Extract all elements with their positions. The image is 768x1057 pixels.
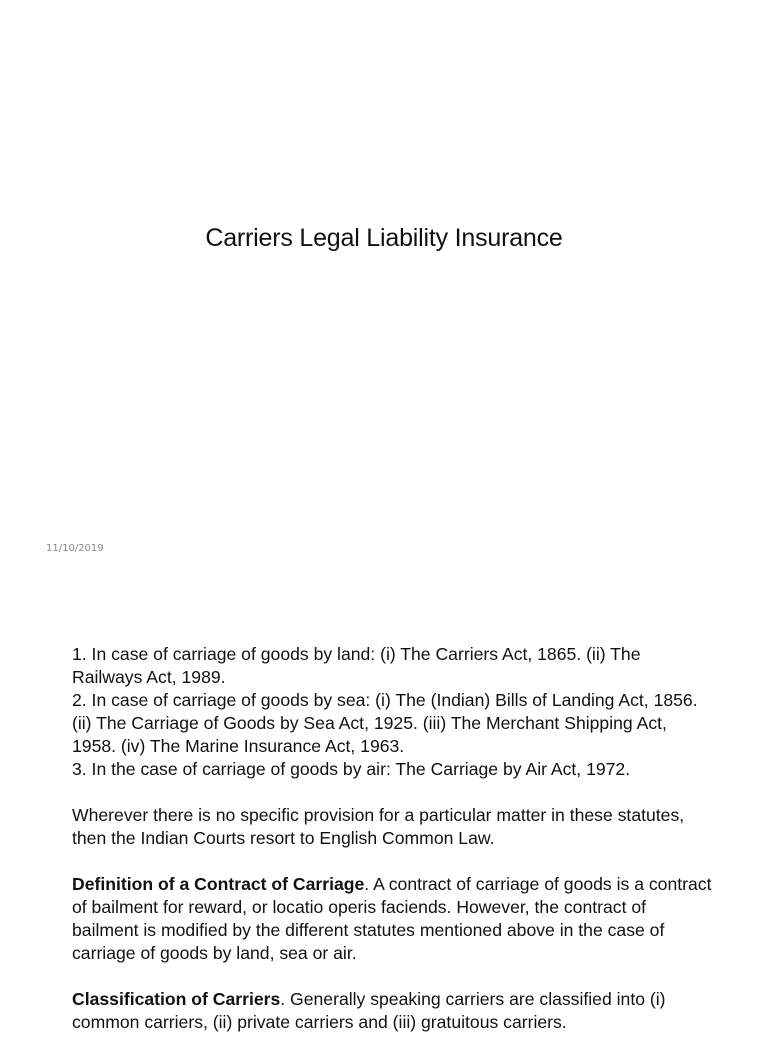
- common-law-paragraph: Wherever there is no specific provision for a particular matter in these statutes, then the Indian Courts resort to English Common Law.: [72, 805, 685, 848]
- definition-paragraph: [72, 873, 712, 965]
- list-item: 1. In case of carriage of goods by land: (i) The Carriers Act, 1865. (ii) The Railways Act, 1989.: [72, 644, 641, 687]
- definition-text: . A contract of carriage of goods is a contract of bailment for reward, or locatio operis faciends. However, the contract of bailment is modified by the different statutes mentioned above in the case of carriage of goods by land, sea or air.: [72, 874, 712, 963]
- classification-heading: Classification of Carriers: [72, 989, 281, 1009]
- slide-date: 11/10/2019: [46, 543, 104, 554]
- classification-text: . Generally speaking carriers are classified into (i) common carriers, (ii) private carriers and (iii) gratuitous carriers.: [72, 989, 666, 1032]
- statute-list: [72, 643, 712, 781]
- list-item: 3. In the case of carriage of goods by air: The Carriage by Air Act, 1972.: [72, 759, 631, 779]
- classification-paragraph: [72, 988, 712, 1034]
- content-page: [72, 643, 712, 1057]
- definition-heading: Definition of a Contract of Carriage: [72, 874, 365, 894]
- list-item: 2. In case of carriage of goods by sea: (i) The (Indian) Bills of Landing Act, 1856. (ii) The Carriage of Goods by Sea Act, 1925. (iii) The Merchant Shipping Act, 1958. (iv) The Marine Insurance Act, 1963.: [72, 690, 698, 756]
- slide-title: Carriers Legal Liability Insurance: [205, 224, 563, 252]
